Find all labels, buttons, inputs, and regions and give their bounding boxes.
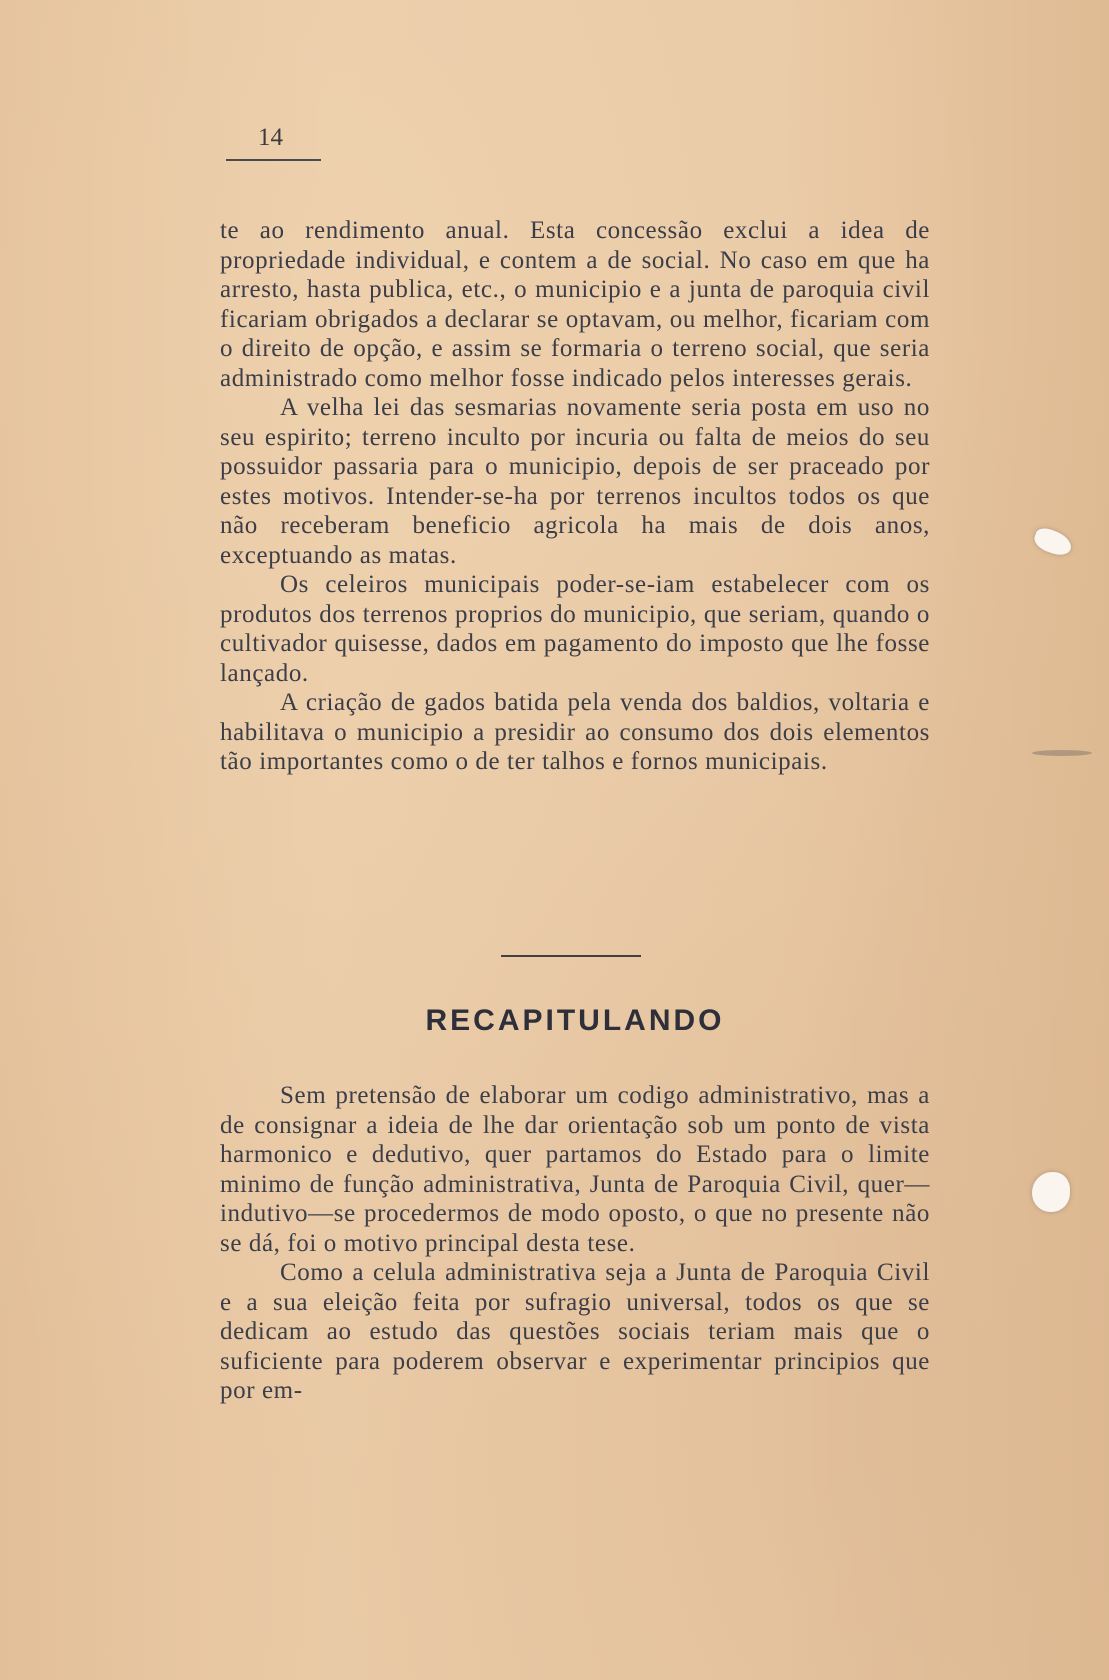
- paragraph: Os celeiros municipais poder-se-iam estabelecer com os produtos dos terrenos proprios do municipio, que seriam, quando o cultivador quisesse, dados em pagamento do imposto que lhe fosse lançado.: [220, 571, 930, 687]
- paragraph: Sem pretensão de elaborar um codigo administrativo, mas a de consignar a ideia de lhe dar orientação sob um ponto de vista harmonico e dedutivo, quer partamos do Estado para o limite minimo de função administrativa, Junta de Paroquia Civil, quer—indutivo—se procedermos de modo oposto, o que no presente não se dá, foi o motivo principal desta tese.: [220, 1082, 930, 1257]
- paragraph: A criação de gados batida pela venda dos baldios, voltaria e habilitava o municipio a presidir ao consumo dos dois elementos tão importantes como o de ter talhos e fornos municipais.: [220, 689, 930, 775]
- paragraph: A velha lei das sesmarias novamente seria posta em uso no seu espirito; terreno inculto por incuria ou falta de meios do seu possuidor passaria para o municipio, depois de ser praceado por estes motivos. Intender-se-ha por terrenos incultos todos os que não receberam beneficio agricola ha mais de dois anos, exceptuando as matas.: [220, 394, 930, 569]
- body-text-top: [220, 216, 930, 777]
- section-divider: [501, 955, 641, 957]
- paragraph: Como a celula administrativa seja a Junta de Paroquia Civil e a sua eleição feita por sufragio universal, todos os que se dedicam ao estudo das questões sociais teriam mais que o suficiente para poderem observar e experimentar principios que por em-: [220, 1259, 930, 1404]
- section-heading: RECAPITULANDO: [425, 1004, 725, 1037]
- page-number-underline: [226, 159, 321, 161]
- body-text-bottom: [220, 1081, 930, 1406]
- paper-blemish: [1031, 525, 1074, 559]
- paragraph: te ao rendimento anual. Esta concessão exclui a idea de propriedade individual, e contem a de social. No caso em que ha arresto, hasta publica, etc., o municipio e a junta de paroquia civil ficariam obrigados a declarar se optavam, ou melhor, ficariam com o direito de opção, e assim se formaria o terreno social, que seria administrado como melhor fosse indicado pelos interesses gerais.: [220, 217, 930, 392]
- paper-blemish: [1032, 750, 1092, 756]
- page-number: 14: [258, 124, 283, 151]
- paper-blemish: [1032, 1172, 1070, 1212]
